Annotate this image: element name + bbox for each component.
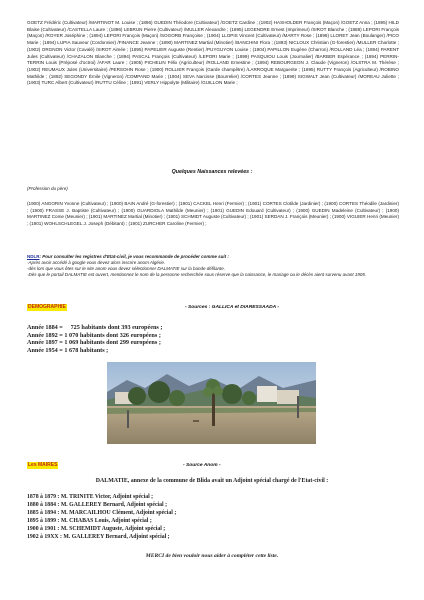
mayor-row: 1878 à 1879 : M. TRINITE Victor, Adjoint spécial ;: [27, 494, 154, 500]
demographie-source: - Sources : GALLICA et DIARESSAADA -: [185, 305, 279, 310]
annex-text: DALMATIE, annexe de la commune de Blida avait un Adjoint spécial chargé de l'Etat-civil :: [95, 478, 329, 484]
demographie-header: [27, 304, 399, 312]
population-row: Année 1884 = 725 habitants dont 393 européens ;: [27, 324, 163, 331]
village-photo-image: [107, 362, 316, 444]
mayor-row: 1895 à 1899 : M. CHABAS Louis, Adjoint spécial ;: [27, 517, 152, 524]
population-list: [27, 324, 162, 354]
mayor-row: 1885 à 1894 : M. MARCAILHOU Clément, Adjoint spécial ;: [27, 509, 177, 516]
ndlr-note: [27, 254, 399, 278]
births-list-text: (1900) ANGORIN Yvonne (Cultivateur) ; (1900) BAIN André (G-forestier) ; (1901) CACKEL Henri (Fermier) ; (1901) CORTES Clotilde (Jardinier) ; (1900) CORTES Théodile (Jardinier) ; (1900) FRASSE J. Baptiste (Cultivateur) ; (1900) GUARDIOLA Mathilde (Meunier) ; (1901) GUEDIN Edouard (Cultivateur) ; (1900) GUEDIN Madeleine (Cultivateur) ; (1900) MARTINEZ Come (Meunier) ; (1901) MARTINEZ Martial (Minotier) ; (1901) SCHMIDT Auguste (Cultivateur) ; (1901) SERDAN J. François (Meunier) ; (1900) VIGUIER Henri (Meunier) ; (1901) WOHLSCHLEGEL J. Joseph (Débitant) ; (1901) ZURCHER Caroline (Fermier) ;: [27, 201, 399, 227]
mayor-row: 1902 à 19XX : M. GALLEREY Bernard, Adjoint spécial ;: [27, 533, 170, 540]
maires-source: - Source Anom -: [183, 463, 221, 468]
population-row: Année 1954 = 1 678 habitants ;: [27, 346, 109, 354]
village-photo: [107, 362, 316, 444]
ndlr-step: -Après avoir accédé à google vous devez alors inscrire anom Algérie.: [27, 259, 166, 265]
mayors-list: [27, 494, 176, 541]
ndlr-step: -Dès que le portail DALMATIE est ouvert, mentionnez le nom de la personne recherchée sous réserve que la naissance, le mariage ou le décès aient survenu avant 1905.: [27, 271, 367, 277]
population-row: Année 1897 = 1 069 habitants dont 299 européens ;: [27, 339, 161, 347]
maires-tag: Les MAIRES: [28, 462, 58, 468]
population-row: Année 1892 = 1 070 habitants dont 326 européens ;: [27, 331, 161, 339]
births-heading: Quelques Naissances relevées :: [171, 169, 253, 175]
demographie-tag: DEMOGRAPHIE: [28, 304, 66, 310]
maires-header: [27, 462, 399, 470]
ndlr-step: -dès lors que vous êtes sur le site anom vous devez sélectionner DALMATIE sur la bande défilante.: [27, 265, 226, 271]
marriages-list-text: GOETZ Frédéric (Cultivateur) /MARTINOT M. Louise ; (1896) GUEDIN Théodore (Cultivateur) /GOETZ Cardine ; (1902) HASHOLDER François (Maçon) /GOETZ Anna ; (1895) HILD Blaise (Cultivateur) /CASTELLA Laure ; (1896) LEBRUN Pierre (Cultivateur) /MULLER Alexandre ; (1895) LEGENDRE Ernest (Imprimeur) /SIROT Blanche ; (1888) LEPORI François (Maçon) /ROYER Joséphine ; (1894) LEPORI François (Maçon) /SOGORB Françoise ; (1904) LLOPIS Vincent (Cultivateur) /MARTY Rose ; (1898) LLORET Jean (Boulanger) /PICO Marie ; (1894) LUPIA Sauveur (Cordonnier) /FINANCE Jeanne ; (1890) MARTINEZ Martial (Minotier) /BANCHINI Flora ; (1893) NICLOUX Christian (G-forestier) /MULLER Charlotte ; (1902) ORGNON Victor (Cavalé) /SIROT Aimée ; (1895) PAPELIER Auguste (Rentier) /PUYGUYON Louise ; (1904) PAPILLON Eugène (Charron) /ROLLAND Léa ; (1894) PARENT Jules (Cultivateur) /CHAZALON Blanche ; (1894) PASCAL François (Cultivateur) /LEPORI Marie ; (1899) PASQUIOU Louis (Journalier) /BARBER Espérance ; (1894) PERRIN-TERRIN Louis (Préposé d'octroi) /AFAR Laure ; (1905) PICHELIN Félix (Agriculteur) /ROLLAND Ernestine ; (1894) REBOURGEON J. Claude (Vigneron) /OLSTRA M. Thérèse ; (1902) REUMAUX Jules (Universitaire) /PERSOHN Rose ; (1900) ROLLIER François (Garde champêtre) /LARROQUE Marguerite ; (1895) RUTTY François (Agriculteur) /ROBINO Mathilde ; (1892) SEGONDY Émile (Vigneron) /COMPAND Marie ; (1904) SEVA Narcisse (Bourrelier) /CORTES Jeanne ; (1899) SIGWALT Jean (Cultivateur) /MOREAU Juliette ; (1903) TURC Albert (Cultivateur) /RUTTU Céline ; (1891) VERLY Hippolyte (Militaire) /GUILLON Marie ;: [27, 20, 399, 86]
mayor-row: 1880 à 1884 : M. GALLEREY Bernard, Adjoint spécial ;: [27, 501, 168, 508]
mayor-row: 1900 à 1901 : M. SCHEMIDT Auguste, Adjoint spécial ;: [27, 525, 166, 532]
profession-note: (Profession du père): [27, 186, 68, 191]
closing-request: MERCI de bien vouloir nous aider à compléter cette liste.: [145, 553, 279, 559]
ndlr-label: NDLR: [27, 254, 40, 259]
ndlr-intro: : Pour consulter les registres d'Etat-civil, je vous recommande de procéder comme suit :: [39, 254, 229, 259]
